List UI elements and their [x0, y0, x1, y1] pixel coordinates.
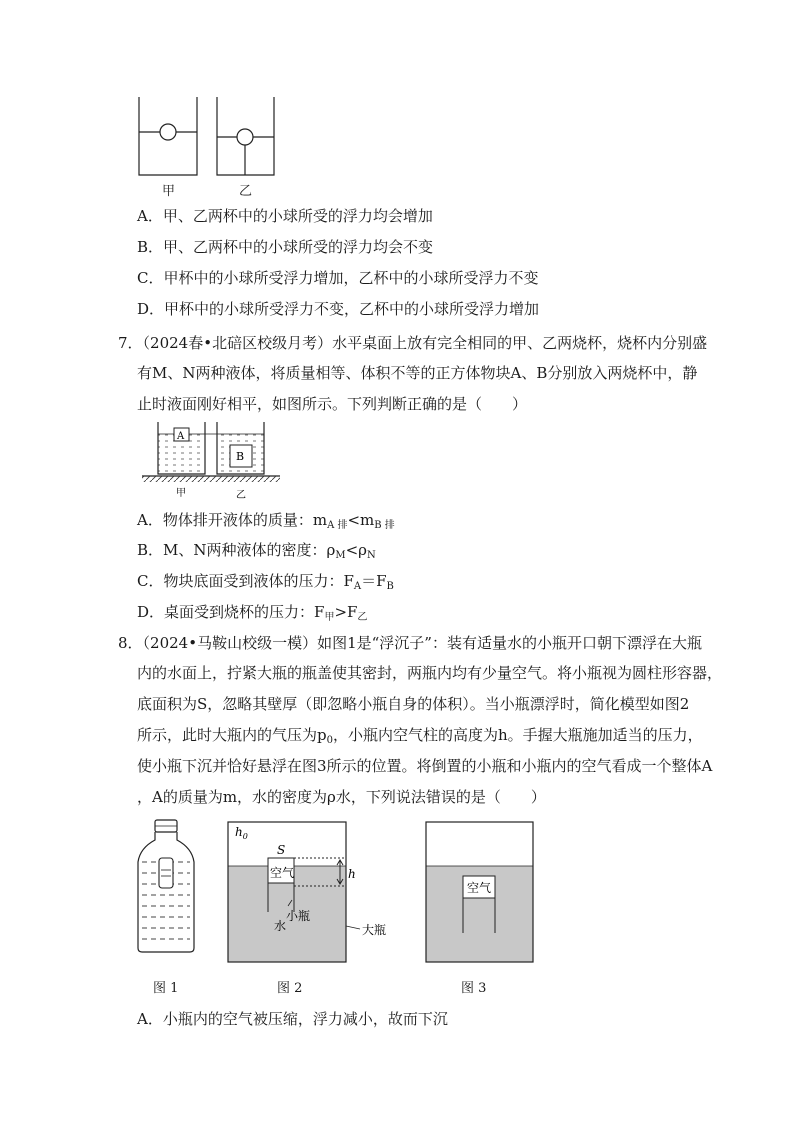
- label-h0-h: h: [235, 825, 243, 839]
- label-air: 空气: [467, 881, 492, 895]
- bottle-body: [138, 832, 194, 952]
- q8-stem-line3: 底面积为S，忽略其壁厚（即忽略小瓶自身的体积）。当小瓶漂浮时，简化模型如图2: [137, 695, 690, 713]
- q6-figure: [130, 95, 270, 200]
- q8-figure-3: [426, 820, 538, 965]
- q8-stem-line2: 内的水面上，拧紧大瓶的瓶盖使其密封，两瓶内均有少量空气。将小瓶视为圆柱形容器，: [137, 664, 723, 682]
- q7-option-b-text: B．M、N两种液体的密度：ρ: [137, 541, 336, 559]
- q7-option-b-sub2: N: [366, 550, 376, 561]
- q6-option-a[interactable]: A．甲、乙两杯中的小球所受的浮力均会增加: [137, 207, 433, 225]
- q6-option-b[interactable]: B．甲、乙两杯中的小球所受的浮力均会不变: [137, 238, 434, 256]
- q7-option-d-mid: >F: [334, 603, 358, 621]
- q7-option-c-sub2: B: [386, 581, 394, 592]
- figure-3-caption: 图 3: [461, 981, 487, 996]
- q7-figure: [140, 420, 280, 502]
- q8-stem-line6: ，A的质量为m，水的密度为ρ水，下列说法错误的是（ ）: [137, 788, 546, 806]
- ball-yi: [237, 129, 253, 145]
- q7-option-a-sub2: B 排: [374, 520, 395, 531]
- q7-option-c[interactable]: [137, 571, 394, 591]
- q7-option-b-mid: <ρ: [345, 541, 367, 559]
- figure-2-caption: 图 2: [277, 981, 303, 996]
- q8-stem-line1: 8．（2024•马鞍山校级一模）如图1是“浮沉子”：装有适量水的小瓶开口朝下漂浮在大瓶: [118, 634, 702, 652]
- q7-option-a-sub1: A 排: [327, 520, 348, 531]
- q8-stem-line4-a: 所示，此时大瓶内的气压为p: [137, 726, 327, 744]
- label-h0: [235, 825, 248, 841]
- q7-option-d-sub2: 乙: [357, 612, 368, 623]
- label-small-bottle: 小瓶: [286, 909, 311, 923]
- block-a-label: A: [177, 431, 185, 442]
- label-yi: 乙: [239, 184, 253, 199]
- q6-option-c[interactable]: C．甲杯中的小球所受浮力增加，乙杯中的小球所受浮力不变: [137, 269, 539, 287]
- q8-stem-line4-b: ，小瓶内空气柱的高度为h。手握大瓶施加适当的压力，: [332, 726, 703, 744]
- label-s: S: [277, 843, 286, 857]
- figure-1-caption: 图 1: [153, 981, 179, 996]
- q7-option-a[interactable]: [137, 510, 395, 530]
- q7-option-d[interactable]: [137, 602, 367, 622]
- block-b-label: B: [236, 450, 245, 463]
- label-yi: 乙: [236, 490, 246, 501]
- q8-option-a[interactable]: A．小瓶内的空气被压缩，浮力减小，故而下沉: [137, 1010, 448, 1028]
- label-h: h: [348, 867, 356, 881]
- label-air: 空气: [270, 866, 295, 880]
- q7-option-c-mid: ＝F: [361, 572, 387, 590]
- q7-option-b-sub1: M: [335, 550, 346, 561]
- q8-figure-1: [128, 818, 208, 958]
- q7-stem-line3: 止时液面刚好相平，如图所示。下列判断正确的是（ ）: [137, 395, 528, 413]
- label-jia: 甲: [162, 184, 176, 199]
- q7-stem-line2: 有M、N两种液体，将质量相等、体积不等的正方体物块A、B分别放入两烧杯中，静: [137, 364, 698, 382]
- q8-stem-line4: [137, 725, 703, 745]
- diver-vial: [159, 858, 173, 888]
- q6-option-d[interactable]: D．甲杯中的小球所受浮力不变，乙杯中的小球所受浮力增加: [137, 300, 540, 318]
- ball-jia: [160, 124, 176, 140]
- q7-stem-line1: 7．（2024春•北碚区校级月考）水平桌面上放有完全相同的甲、乙两烧杯，烧杯内分别盛: [118, 334, 708, 352]
- q7-option-a-text: A．物体排开液体的质量：m: [137, 511, 328, 529]
- q7-option-d-sub1: 甲: [324, 612, 335, 623]
- q7-option-c-text: C．物块底面受到液体的压力：F: [137, 572, 354, 590]
- label-big-bottle: 大瓶: [362, 923, 387, 937]
- label-water: 水: [274, 919, 287, 933]
- table-hatch: [142, 476, 280, 482]
- q8-figure-2: [228, 820, 408, 965]
- q7-option-d-text: D．桌面受到烧杯的压力：F: [137, 603, 325, 621]
- big-bottle-leader: [346, 926, 360, 929]
- q7-option-c-sub1: A: [353, 581, 362, 592]
- q7-option-b[interactable]: [137, 540, 376, 560]
- label-jia: 甲: [176, 488, 186, 499]
- q7-option-a-mid: <m: [347, 511, 375, 529]
- label-h0-sub: 0: [242, 832, 248, 841]
- q8-stem-line4-sub: 0: [326, 735, 333, 746]
- q8-stem-line5: 使小瓶下沉并恰好悬浮在图3所示的位置。将倒置的小瓶和小瓶内的空气看成一个整体A: [137, 757, 713, 775]
